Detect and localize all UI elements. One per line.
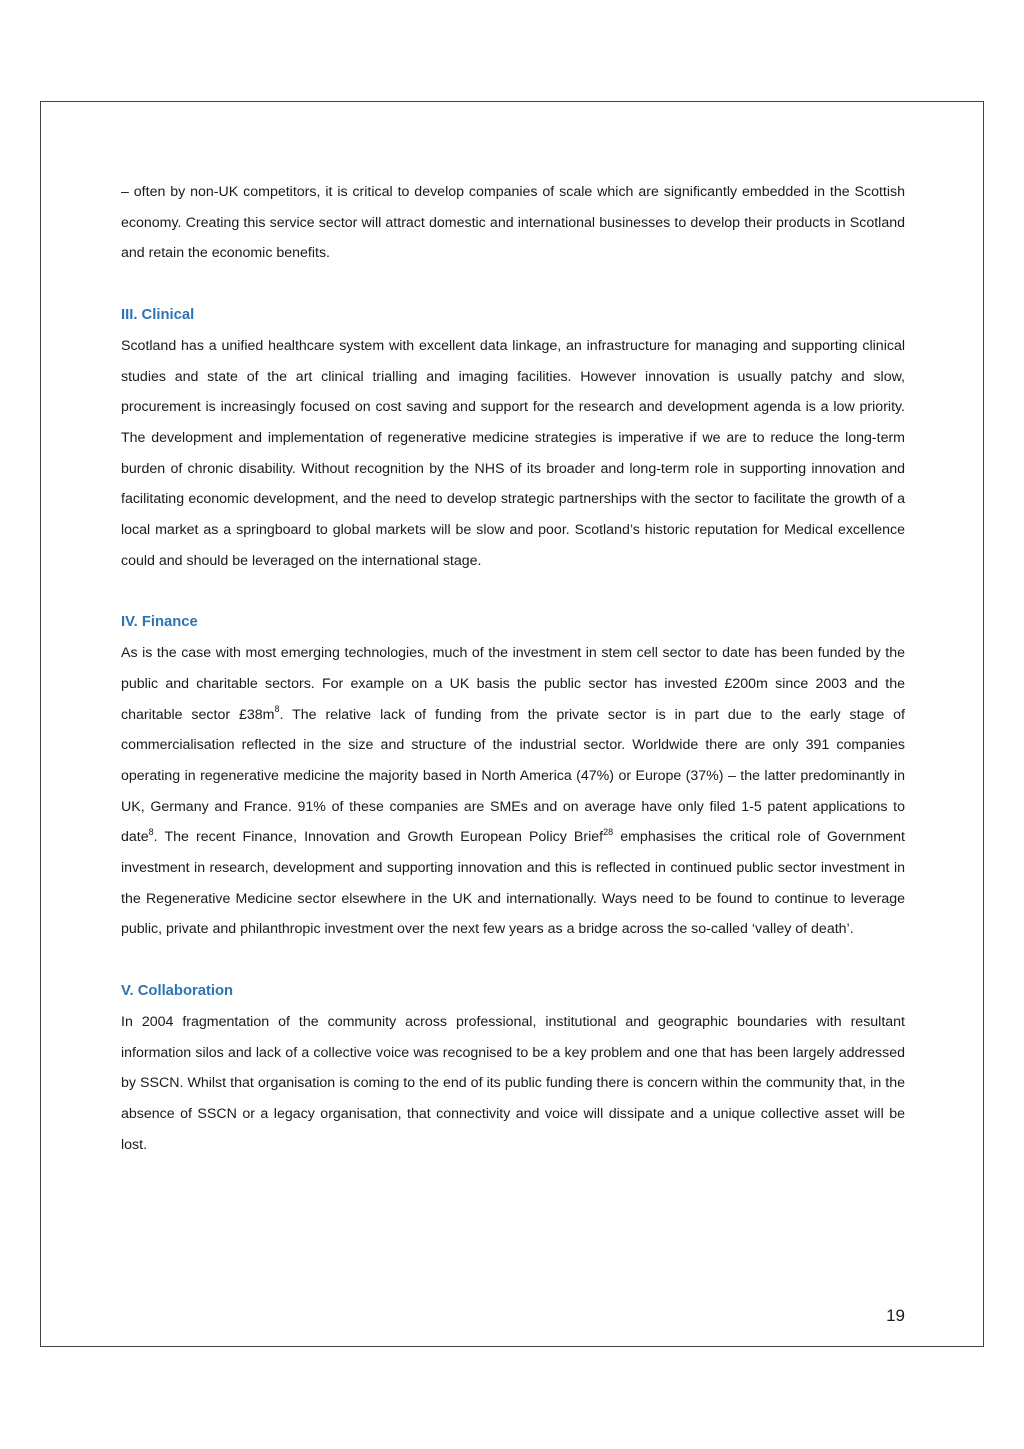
collaboration-paragraph: In 2004 fragmentation of the community across professional, institutional and geographic boundaries with resultant information silos and lack of a collective voice was recognised to be a key problem and one that has been largely addressed by SSCN. Whilst that organisation is coming to the end of its public funding there is concern within the community that, in the absence of SSCN or a legacy organisation, that connectivity and voice will dissipate and a unique collective asset will be lost. bbox=[121, 1013, 905, 1153]
intro-paragraph: – often by non-UK competitors, it is critical to develop companies of scale which are significantly embedded in the Scottish economy. Creating this service sector will attract domestic and international businesses to develop their products in Scotland and retain the economic benefits. bbox=[121, 184, 905, 262]
section-heading-finance: IV. Finance bbox=[121, 614, 198, 631]
finance-text-part-2: . The relative lack of funding from the private sector is in part due to the early stage of commercialisation reflected in the size and structure of the industrial sector. Worldwide there are only 391 companies operating in regenerative medicine the majority based in North America (47%) or Europe (37%) – the latter predominantly in UK, Germany and France. 91% of these companies are SMEs and on average have only filed 1-5 patent applications to date bbox=[121, 706, 906, 846]
finance-paragraph bbox=[121, 638, 905, 945]
finance-text-part-3: . The recent Finance, Innovation and Growth European Policy Brief bbox=[153, 829, 604, 846]
footnote-ref-8: 8 bbox=[148, 826, 154, 837]
document-body bbox=[121, 177, 905, 1160]
footnote-ref-8: 8 bbox=[274, 703, 280, 714]
finance-text-part-4: emphasises the critical role of Government investment in research, development and supporting innovation and this is reflected in continued public sector investment in the Regenerative Medicine sector elsewhere in the UK and internationally. Ways need to be found to continue to leverage public, private and philanthropic investment over the next few years as a bridge across the so-called ‘valley of death’. bbox=[121, 829, 905, 938]
clinical-paragraph: Scotland has a unified healthcare system with excellent data linkage, an infrastructure for managing and supporting clinical studies and state of the art clinical trialling and imaging facilities. However innovation is usually patchy and slow, procurement is increasingly focused on cost saving and support for the research and development agenda is a low priority. The development and implementation of regenerative medicine strategies is imperative if we are to reduce the long-term burden of chronic disability. Without recognition by the NHS of its broader and long-term role in supporting innovation and facilitating economic development, and the need to develop strategic partnerships with the sector to facilitate the growth of a local market as a springboard to global markets will be slow and poor. Scotland’s historic reputation for Medical excellence could and should be leveraged on the international stage. bbox=[121, 337, 905, 569]
finance-text-part-1: As is the case with most emerging technologies, much of the investment in stem cell sector to date has been funded by the public and charitable sectors. For example on a UK basis the public sector has invested £200m since 2003 and the charitable sector £38m bbox=[121, 645, 905, 723]
page-number: 19 bbox=[886, 1306, 905, 1325]
section-heading-collaboration: V. Collaboration bbox=[121, 983, 234, 1000]
section-heading-clinical: III. Clinical bbox=[121, 307, 195, 324]
footnote-ref-28: 28 bbox=[603, 826, 614, 837]
